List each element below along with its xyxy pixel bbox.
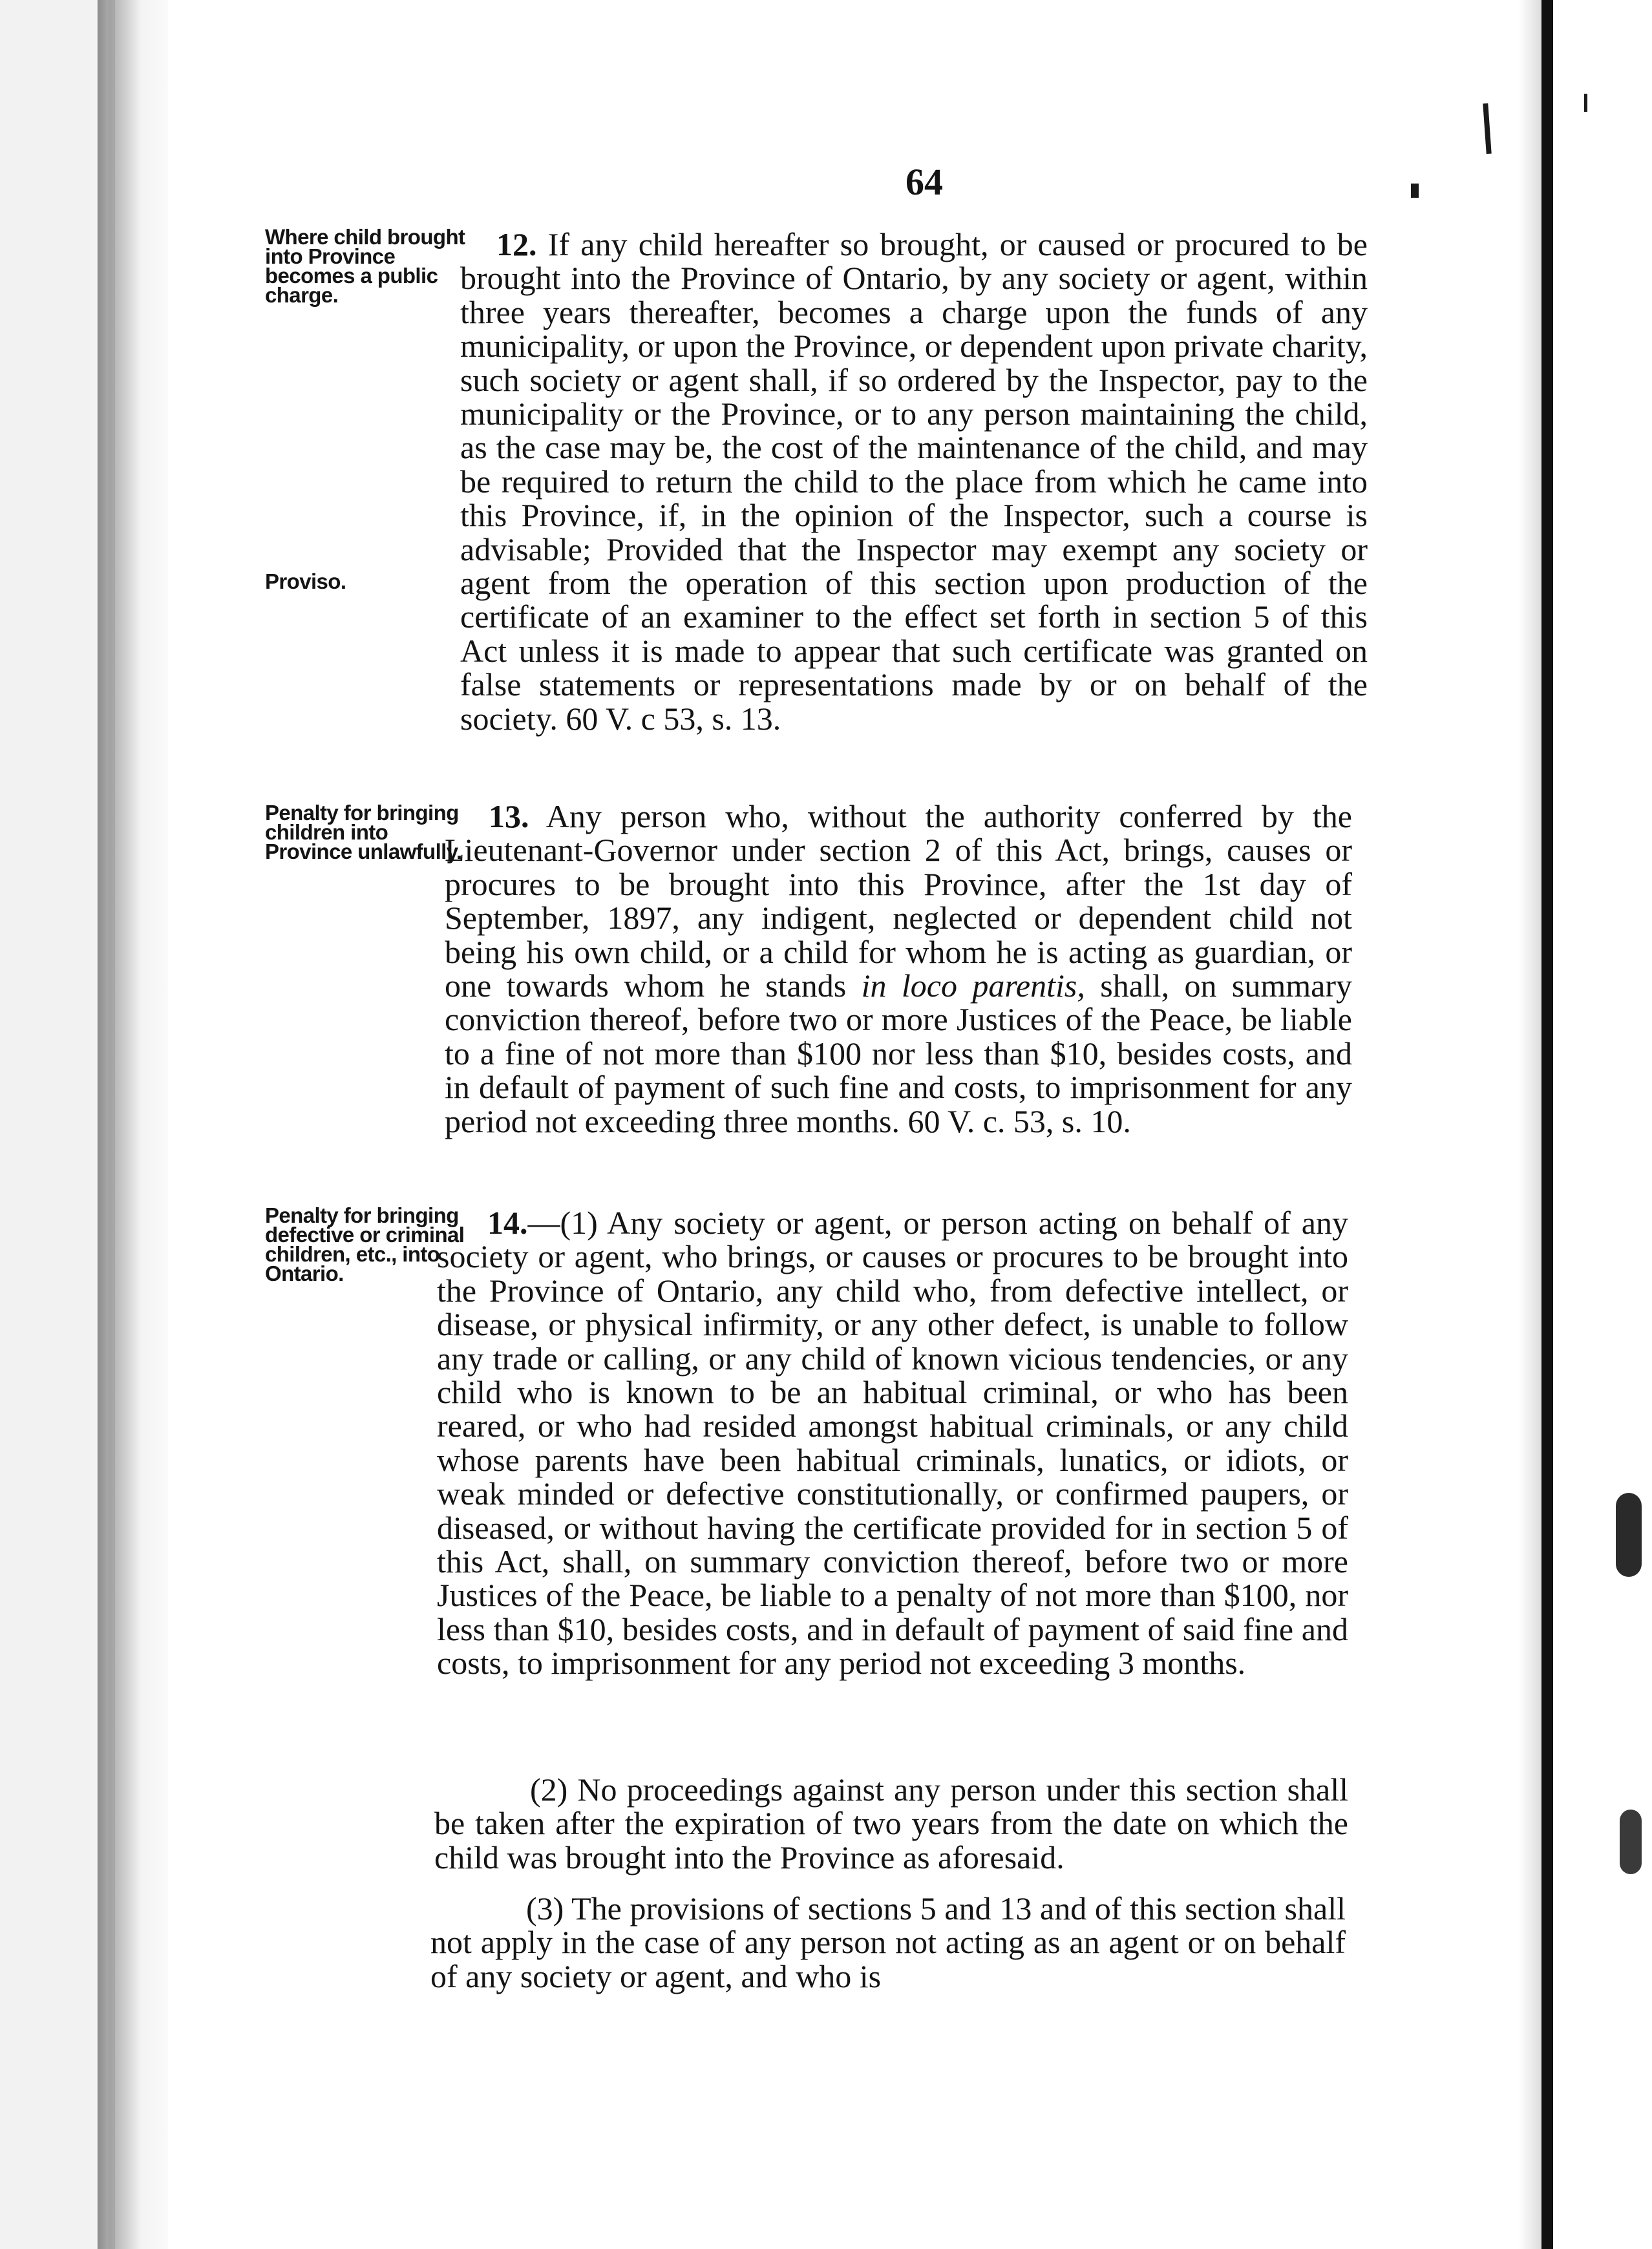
page-gutter [1541, 0, 1553, 2249]
adjacent-page-mark [1620, 1810, 1642, 1874]
section-13-latin-phrase: in loco parentis, [861, 967, 1085, 1004]
page-gutter-shadow [1519, 0, 1541, 2249]
section-12-text: If any child hereafter so brought, or caused or procured to be brought into the Province of Ontario, by any society or agent, within three years thereafter, becomes a charge upon the funds of any municipality, or upon the Province, or dependent upon private charity, such society or agent shall, if so ordered by the Inspector, pay to the municipality or the Province, or to any person maintaining the child, as the case may be, the cost of the maintenance of the child, and may be required to return the child to the place from which he came into this Province, if, in the opinion of the Inspector, such a course is advisable; Provided that the Inspector may exempt any society or agent from the operation of this section upon production of the certificate of an examiner to the effect set forth in section 5 of this Act unless it is made to appear that such certificate was granted on false statements or representations made by or on behalf of the society. 60 V. c 53, s. 13. [460, 226, 1368, 737]
margin-note-section-13: Penalty for bringing children into Province unlawfully. [265, 801, 462, 863]
section-13-number: 13. [489, 798, 529, 834]
section-14-subsection-1-text: —(1) Any society or agent, or person acting on behalf of any society or agent, who brings, or causes or procures to be brought into the Province of Ontario, any child who, from defective intellect, or disease, or physical infirmity, or any other defect, is unable to follow any trade or calling, or any child of known vicious tendencies, or any child who is known to be an habitual criminal, or who has been reared, or who had resided amongst habitual criminals, or any child whose parents have been habitual criminals, lunatics, or idiots, or weak minded or defective constitutionally, or confirmed paupers, or diseased, or without having the certificate provided for in section 5 of this Act, shall, on summary conviction thereof, before two or more Justices of the Peace, be liable to a penalty of not more than $100, nor less than $10, besides costs, and in default of payment of said fine and costs, to imprisonment for any period not exceeding 3 months. [437, 1205, 1348, 1682]
adjacent-page-mark [1411, 184, 1419, 198]
section-12-number: 12. [496, 226, 537, 262]
scan-left-edge-line [109, 0, 115, 2249]
adjacent-page-mark [1616, 1493, 1642, 1577]
page-number: 64 [905, 161, 943, 203]
section-13-text: Any person who, without the authority conferred by the Lieutenant-Governor under section 2 of this Act, brings, causes or procures to be brought into this Province, after the 1st day of September, 1897, any indigent, neglected or dependent child not being his own child, or a child for whom he is acting as guardian, or one towards whom he stands [445, 798, 1353, 1004]
section-14-number: 14. [487, 1205, 528, 1241]
section-13-text-continued: shall, on summary conviction thereof, before two or more Justices of the Peace, be liable to a fine of not more than $100 nor less than $10, besides costs, and in default of payment of such fine and costs, to imprisonment for any period not exceeding three months. 60 V. c. 53, s. 10. [445, 967, 1353, 1139]
section-13 [445, 799, 1352, 1138]
section-14-subsection-2: (2) No proceedings against any person under this section shall be taken after the expiration of two years from the date on which the child was brought into the Province as aforesaid. [434, 1771, 1348, 1875]
margin-note-proviso: Proviso. [265, 569, 346, 593]
adjacent-page [1553, 0, 1652, 2249]
margin-note-section-12: Where child brought into Province becomes a public charge. [265, 225, 465, 307]
margin-note-section-14: Penalty for bringing defective or criminal children, etc., into Ontario. [265, 1203, 465, 1285]
section-14-subsection-3: (3) The provisions of sections 5 and 13 and of this section shall not apply in the case of any person not acting as an agent or on behalf of any society or agent, and who is [430, 1890, 1346, 1994]
section-12 [460, 227, 1368, 735]
adjacent-page-mark [1483, 103, 1491, 154]
adjacent-page-mark [1584, 94, 1587, 112]
scan-left-edge [0, 0, 168, 2249]
section-14-subsection-1 [437, 1206, 1348, 1680]
